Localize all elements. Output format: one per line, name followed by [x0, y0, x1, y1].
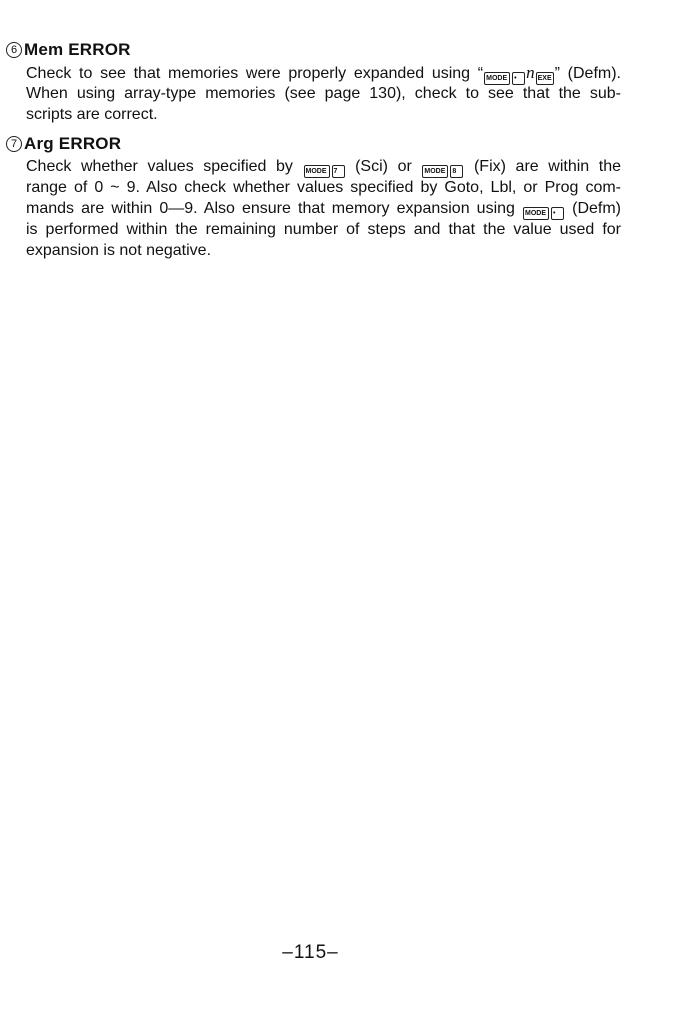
section-heading [6, 132, 621, 156]
circled-number-6: 6 [6, 42, 22, 58]
body-line [26, 156, 621, 177]
seven-key-icon: 7 [332, 165, 345, 178]
mode-key-icon: MODE [484, 72, 510, 85]
mode-key-icon: MODE [523, 207, 549, 220]
body-line: is performed within the remaining number of steps and that the value used for [26, 221, 621, 238]
text-run: (Fix) are within the [464, 158, 621, 175]
exe-key-icon: EXE [536, 72, 554, 85]
variable-n: n [526, 63, 535, 82]
eight-key-icon: 8 [450, 165, 463, 178]
text-run: (Defm) [565, 200, 622, 217]
body-line: scripts are correct. [26, 106, 158, 123]
circled-number-7: 7 [6, 136, 22, 152]
text-run: Check whether values specified by [26, 158, 303, 175]
text-run: mands are within 0—9. Also ensure that memory expansion using [26, 200, 523, 217]
page-number: –115– [282, 942, 339, 963]
mode-key-icon: MODE [304, 165, 330, 178]
text-run: Check to see that memories were properly expanded using “ [26, 65, 484, 82]
text-run: ” (Defm). [554, 65, 621, 82]
section-heading [6, 38, 621, 62]
section-title: Arg ERROR [24, 134, 122, 153]
body-line [26, 198, 621, 219]
body-line: expansion is not negative. [26, 242, 212, 259]
text-run: (Sci) or [345, 158, 422, 175]
body-line [26, 62, 621, 83]
body-line: range of 0 ~ 9. Also check whether values specified by Goto, Lbl, or Prog com- [26, 179, 621, 196]
section-mem-error [6, 38, 621, 125]
dot-key-icon: • [512, 72, 525, 85]
dot-key-icon: • [551, 207, 564, 220]
section-title: Mem ERROR [24, 40, 131, 59]
mode-key-icon: MODE [422, 165, 448, 178]
section-body [26, 62, 621, 125]
section-body [26, 156, 621, 261]
section-arg-error [6, 132, 621, 261]
body-line: When using array-type memories (see page 130), check to see that the sub- [26, 85, 621, 102]
